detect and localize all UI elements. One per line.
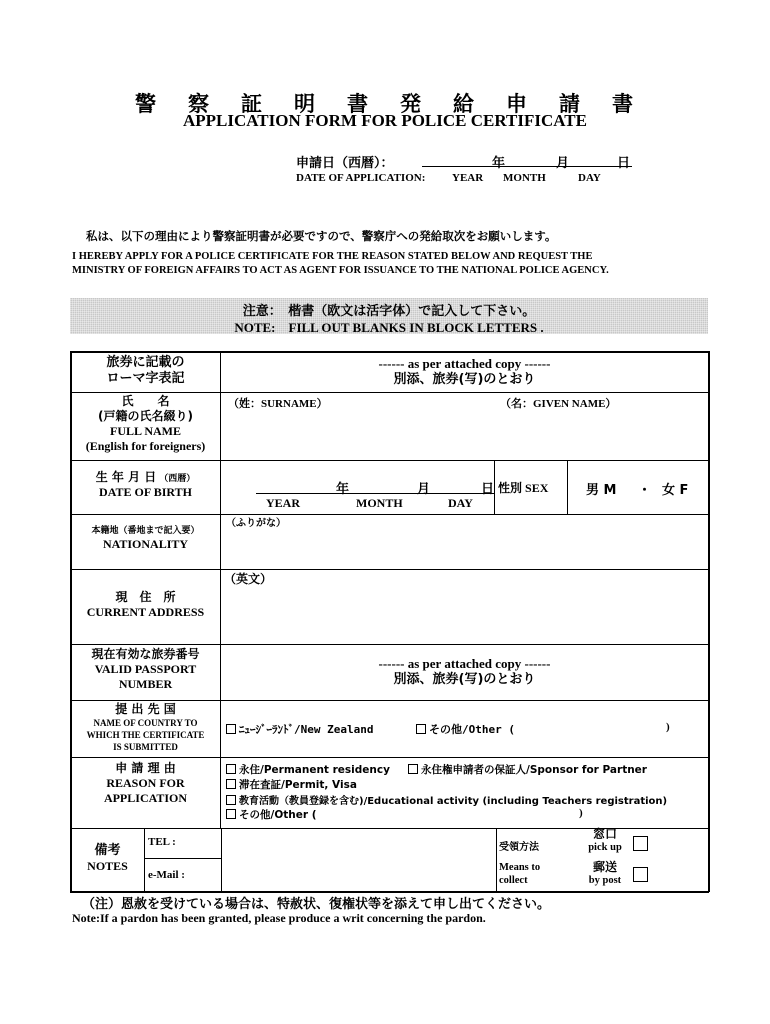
nationality-label: 本籍地（番地まで記入要） NATIONALITY (91, 526, 200, 552)
reason-label: 申 請 理 由 REASON FOR APPLICATION (103, 761, 188, 805)
sex-female-option[interactable]: 女 F (662, 483, 689, 498)
checkbox-reason-other[interactable] (226, 809, 236, 819)
address-field[interactable] (222, 586, 706, 642)
given-name-field[interactable]: （名：GIVEN NAME） (500, 398, 617, 410)
declaration-en (72, 250, 609, 278)
dob-day-en: DAY (448, 496, 473, 510)
declaration-jp: 私は、以下の理由により警察証明書が必要ですので、警察庁への発給取次をお願いします。 (86, 229, 557, 243)
sex-separator: ・ (638, 482, 652, 497)
application-day-en: DAY (578, 172, 601, 184)
address-label: 現 住 所 CURRENT ADDRESS (86, 590, 205, 619)
checkbox-education[interactable] (226, 795, 236, 805)
passport-name-value-jp: 別添、旅券(写)のとおり (393, 372, 536, 388)
country-option-nz[interactable]: ﾆｭｰｼﾞｰﾗﾝﾄﾞ/New Zealand (226, 721, 373, 737)
declaration-en-line2: MINISTRY OF FOREIGN AFFAIRS TO ACT AS AGENT FOR ISSUANCE TO THE NATIONAL POLICE AGENCY. (72, 265, 609, 276)
reason-option-permanent[interactable]: 永住/Permanent residency (226, 762, 390, 777)
surname-field[interactable]: （姓：SURNAME） (228, 398, 328, 410)
application-month-jp: 月 (556, 156, 570, 171)
application-date-row (296, 152, 394, 171)
country-option-other[interactable]: その他/Other ( (416, 721, 515, 737)
application-year-en: YEAR (452, 172, 484, 184)
reason-option-education[interactable]: 教育活動（教員登録を含む)/Educational activity (including Teachers registration) (226, 792, 667, 807)
passport-name-label: 旅券に記載の ローマ字表記 (106, 355, 185, 387)
application-date-label-jp: 申請日（西暦）： (296, 156, 394, 171)
reason-option-permit[interactable]: 滞在査証/Permit, Visa (226, 777, 357, 792)
footer-note-jp: （注）恩赦を受けている場合は、特赦状、復権状等を添えて申し出てください。 (82, 897, 551, 912)
reason-other-close: ) (579, 807, 583, 819)
sex-male-option[interactable]: 男 M (586, 483, 617, 498)
email-label: e-Mail : (148, 869, 185, 881)
country-label: 提 出 先 国 NAME OF COUNTRY TO WHICH THE CERTIFICATE IS SUBMITTED (86, 702, 205, 752)
dob-year-jp: 年 (336, 482, 350, 497)
checkbox-nz[interactable] (226, 724, 236, 734)
notes-label: 備考 NOTES (87, 843, 128, 874)
title-en: APPLICATION FORM FOR POLICE CERTIFICATE (183, 111, 587, 130)
checkbox-permanent[interactable] (226, 764, 236, 774)
application-date-field[interactable] (422, 166, 632, 167)
tel-label: TEL : (148, 836, 176, 848)
passport-number-label: 現在有効な旅券番号 VALID PASSPORT NUMBER (91, 647, 200, 691)
application-year-jp: 年 (492, 156, 506, 171)
full-name-label: 氏 名 (戸籍の氏名綴り) FULL NAME (English for foreigners) (85, 394, 206, 453)
dob-month-jp: 月 (417, 482, 431, 497)
checkbox-permit[interactable] (226, 779, 236, 789)
dob-year-en: YEAR (266, 496, 301, 510)
post-label: 郵送 by post (588, 860, 622, 886)
application-date-label-en: DATE OF APPLICATION: (296, 172, 426, 184)
declaration-en-line1: I HEREBY APPLY FOR A POLICE CERTIFICATE FOR THE REASON STATED BELOW AND REQUEST THE (72, 251, 593, 262)
passport-name-value (221, 356, 708, 389)
passport-number-value (221, 656, 708, 689)
title-jp: 警察証明書発給申請書 (135, 92, 665, 116)
note-en: NOTE: FILL OUT BLANKS IN BLOCK LETTERS . (234, 320, 544, 335)
passport-name-value-en: ------ as per attached copy ------ (378, 356, 551, 371)
country-other-close: ) (666, 721, 670, 733)
application-day-jp: 日 (617, 156, 631, 171)
checkbox-country-other[interactable] (416, 724, 426, 734)
receive-method-label-jp: 受領方法 (499, 842, 539, 853)
passport-number-value-jp: 別添、旅券(写)のとおり (393, 672, 536, 688)
address-english-note: （英文） (224, 572, 273, 586)
sex-label: 性別 SEX (498, 481, 549, 495)
nationality-furigana: （ふりがな） (226, 518, 286, 529)
nationality-field[interactable] (222, 528, 706, 566)
post-checkbox[interactable] (633, 867, 648, 882)
footer-note-en: Note:If a pardon has been granted, please produce a writ concerning the pardon. (72, 911, 486, 925)
pickup-checkbox[interactable] (633, 836, 648, 851)
reason-option-other[interactable]: その他/Other ( (226, 807, 317, 822)
reason-option-sponsor[interactable]: 永住権申請者の保証人/Sponsor for Partner (408, 762, 647, 777)
contact-field[interactable] (223, 830, 494, 890)
application-month-en: MONTH (503, 172, 546, 184)
receive-method-label-en: Means to collect (499, 862, 541, 886)
pickup-label: 窓口 pick up (588, 827, 622, 853)
dob-label: 生 年 月 日 （西暦） DATE OF BIRTH (95, 470, 196, 500)
passport-number-value-en: ------ as per attached copy ------ (378, 656, 551, 671)
checkbox-sponsor[interactable] (408, 764, 418, 774)
dob-field-line[interactable] (256, 493, 494, 494)
dob-day-jp: 日 (481, 482, 495, 497)
dob-month-en: MONTH (356, 496, 403, 510)
note-jp: 注意： 楷書（欧文は活字体）で記入して下さい。 (242, 304, 536, 319)
